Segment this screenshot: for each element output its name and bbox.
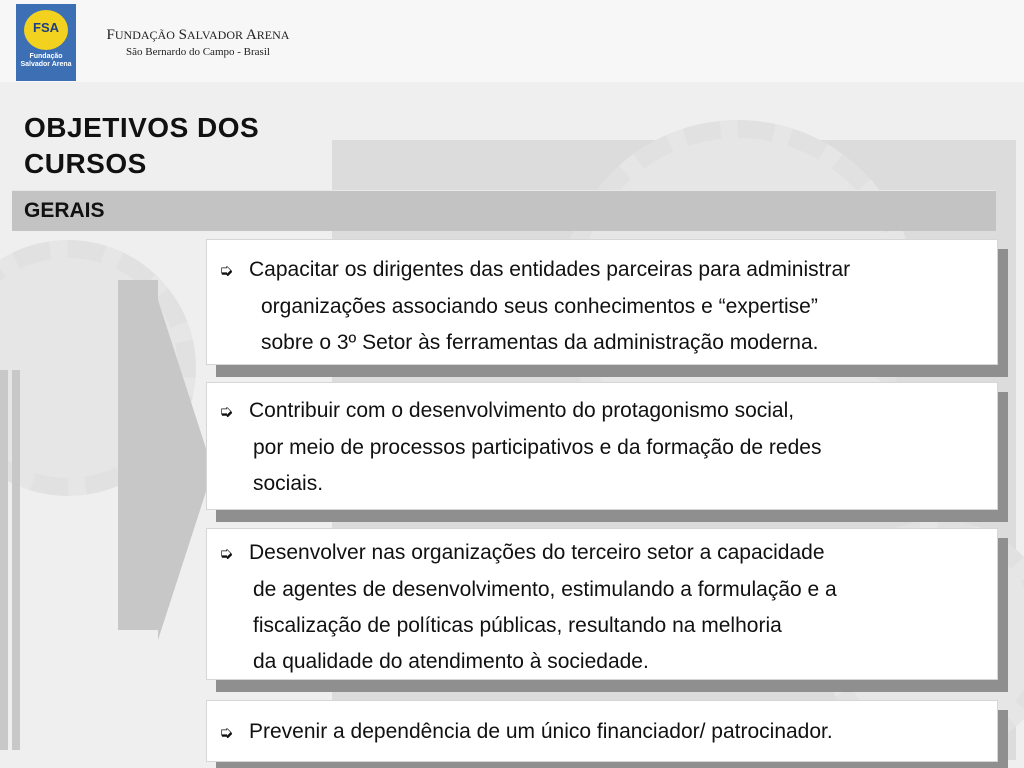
page-title-line2: CURSOS: [24, 148, 147, 179]
section-label: GERAIS: [24, 199, 105, 222]
org-name-part-1: UNDAÇÃO: [114, 28, 175, 42]
objective-line: por meio de processos participativos e da formação de redes: [253, 436, 822, 459]
logo-text: [16, 53, 76, 69]
page-title-line1: OBJETIVOS DOS: [24, 112, 260, 143]
section-bar: [12, 190, 996, 231]
arrow-bullet-icon: ➭: [219, 723, 234, 742]
objective-text: Contribuir com o desenvolvimento do protagonismo social,: [249, 399, 795, 422]
objective-line: sobre o 3º Setor às ferramentas da administração moderna.: [261, 331, 819, 354]
objective-line: fiscalização de políticas públicas, resultando na melhoria: [253, 614, 782, 637]
objective-line: [219, 393, 979, 430]
arrow-bullet-icon: ➭: [219, 544, 234, 563]
org-name-cap-3: A: [245, 27, 257, 43]
decorative-stripe: [0, 370, 8, 750]
objective-card-1: [206, 239, 998, 365]
objective-line: sociais.: [253, 472, 324, 495]
objective-line: [219, 535, 979, 572]
org-location: São Bernardo do Campo - Brasil: [126, 46, 270, 58]
objective-line: da qualidade do atendimento à sociedade.: [253, 650, 649, 673]
objective-card-3: [206, 528, 998, 680]
arrow-bullet-icon: ➭: [219, 261, 234, 280]
decorative-arrow-icon: [158, 300, 213, 640]
logo-circle-icon: [24, 10, 68, 50]
arrow-bullet-icon: ➭: [219, 402, 234, 421]
objective-line: organizações associando seus conhecimentos e “expertise”: [261, 295, 818, 318]
org-name: [88, 27, 308, 44]
logo-mark: FSA: [33, 20, 59, 35]
objective-line: de agentes de desenvolvimento, estimulando a formulação e a: [253, 578, 837, 601]
fsa-logo: [16, 4, 76, 81]
org-name-part-3: RENA: [256, 28, 290, 42]
org-name-cap-1: F: [106, 27, 115, 43]
decorative-stripe: [12, 370, 20, 750]
objective-text: Capacitar os dirigentes das entidades parceiras para administrar: [249, 258, 851, 281]
decorative-arrow-bar: [118, 280, 158, 630]
objective-line: [219, 252, 979, 289]
objective-text: Desenvolver nas organizações do terceiro setor a capacidade: [249, 541, 825, 564]
page-title: [24, 110, 344, 182]
objective-text: Prevenir a dependência de um único financiador/ patrocinador.: [249, 720, 833, 743]
logo-text-line1: Fundação: [29, 53, 63, 60]
org-name-part-2: ALVADOR: [186, 28, 243, 42]
logo-text-line2: Salvador Arena: [20, 61, 72, 68]
objective-card-4: [206, 700, 998, 762]
objective-line: [219, 714, 979, 751]
org-name-cap-2: S: [178, 27, 187, 43]
objective-card-2: [206, 382, 998, 510]
